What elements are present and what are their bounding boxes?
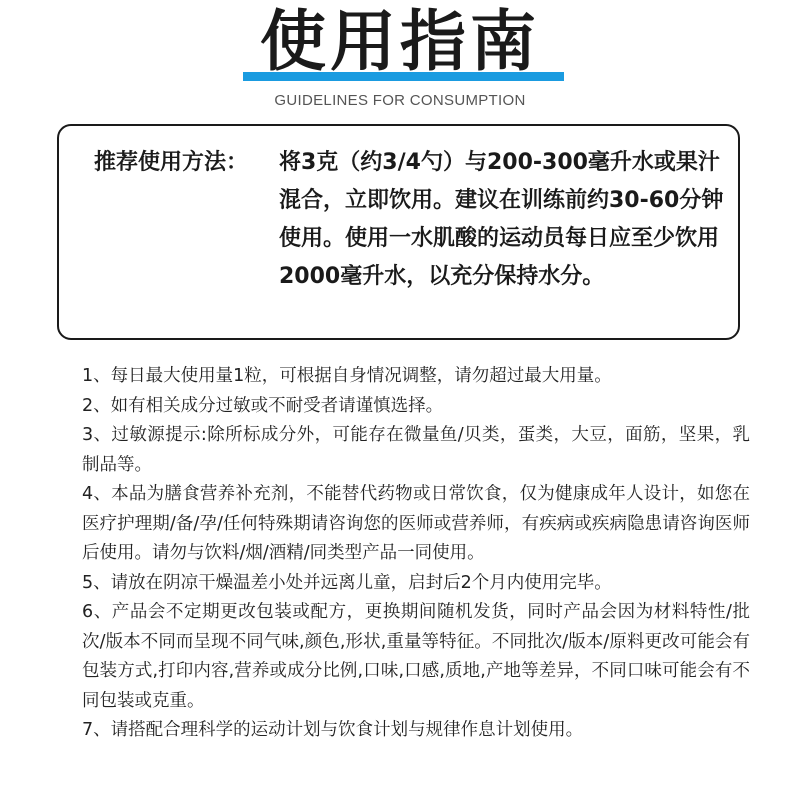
usage-notes-list (82, 362, 750, 746)
note-item-5: 5、请放在阴凉干燥温差小处并远离儿童，启封后2个月内使用完毕。 (82, 572, 612, 593)
note-item-6: 6、产品会不定期更改包装或配方，更换期间随机发货，同时产品会因为材料特性/批次/版本不同而呈现不同气味,颜色,形状,重量等特征。不同批次/版本/原料更改可能会有包装方式,打印内容,营养或成分比例,口味,口感,质地,产地等差异，不同口味可能会有不同包装或克重。 (82, 602, 750, 711)
recommended-method-box (57, 124, 740, 340)
note-item-2: 2、如有相关成分过敏或不耐受者请谨慎选择。 (82, 395, 444, 416)
page-title: 使用指南 (260, 3, 540, 80)
note-item-3: 3、过敏源提示:除所标成分外，可能存在微量鱼/贝类，蛋类，大豆，面筋，坚果，乳制品等。 (82, 425, 750, 475)
page-subtitle: GUIDELINES FOR CONSUMPTION (274, 92, 526, 109)
note-item-1: 1、每日最大使用量1粒，可根据自身情况调整，请勿超过最大用量。 (82, 366, 612, 386)
note-item-7: 7、请搭配合理科学的运动计划与饮食计划与规律作息计划使用。 (82, 720, 584, 740)
method-label: 推荐使用方法： (94, 150, 249, 175)
note-item-4: 4、本品为膳食营养补充剂，不能替代药物或日常饮食，仅为健康成年人设计，如您在医疗护理期/备/孕/任何特殊期请咨询您的医师或营养师，有疾病或疾病隐患请咨询医师后使用。请勿与饮料/烟/酒精/同类型产品一同使用。 (82, 484, 750, 563)
method-text: 将3克（约3/4勺）与200-300毫升水或果汁混合，立即饮用。建议在训练前约30-60分钟使用。使用一水肌酸的运动员每日应至少饮用2000毫升水，以充分保持水分。 (279, 150, 724, 289)
